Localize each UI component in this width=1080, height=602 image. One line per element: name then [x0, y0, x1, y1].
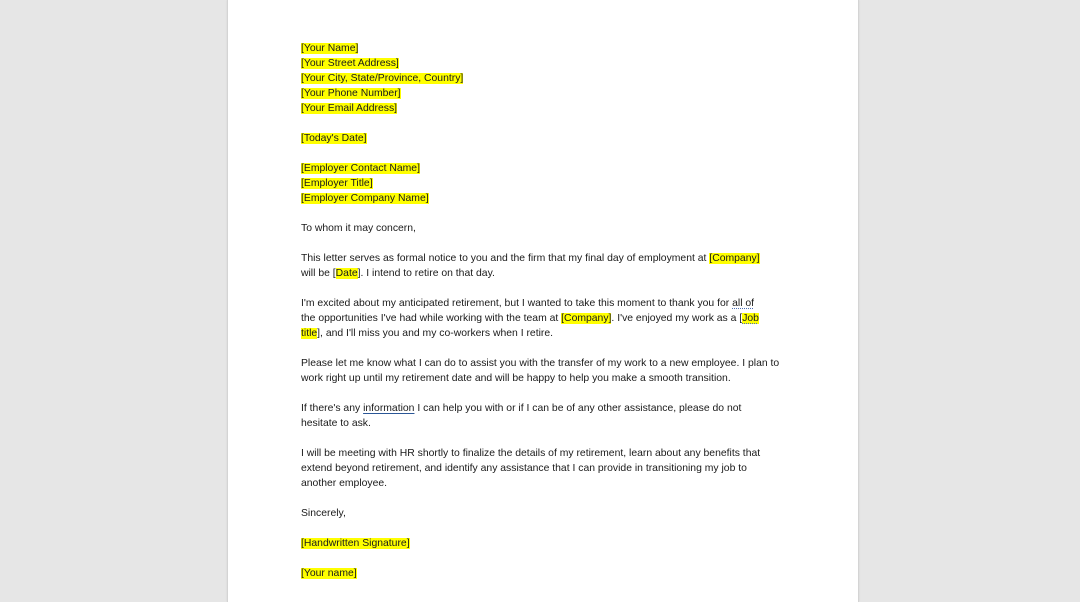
sender-email-line [301, 101, 791, 116]
placeholder-phone[interactable]: [Your Phone Number] [301, 88, 401, 99]
placeholder-job-title[interactable]: title [301, 328, 318, 339]
paragraph-2-line-2[interactable] [301, 311, 791, 326]
closing[interactable]: Sincerely, [301, 508, 346, 519]
sender-block-name [301, 41, 791, 56]
paragraph-2-line-3[interactable] [301, 326, 791, 341]
placeholder-employer-title[interactable]: [Employer Title] [301, 178, 373, 189]
placeholder-employer-company[interactable]: [Employer Company Name] [301, 193, 429, 204]
sender-city-line [301, 71, 791, 86]
placeholder-street-address[interactable]: [Your Street Address] [301, 58, 399, 69]
paragraph-1-line-2[interactable] [301, 266, 791, 281]
placeholder-your-name[interactable]: [Your Name] [301, 43, 359, 54]
paragraph-4-line-2[interactable]: hesitate to ask. [301, 418, 371, 429]
paragraph-1-line-1[interactable] [301, 251, 791, 266]
employer-contact-line [301, 161, 791, 176]
placeholder-city[interactable]: [Your City, State/Province, Country] [301, 73, 464, 84]
placeholder-signature[interactable]: [Handwritten Signature] [301, 538, 410, 549]
employer-title-line [301, 176, 791, 191]
p2-text-c: . I've enjoyed my work as a [ [611, 313, 743, 324]
p2-text-a: I'm excited about my anticipated retirement, but I wanted to take this moment to thank you for [301, 298, 733, 309]
date-line [301, 131, 791, 146]
p4-text-b: I can help you with or if I can be of any other assistance, please do not [414, 403, 742, 414]
placeholder-company-2[interactable]: [Company] [561, 313, 612, 324]
placeholder-retire-date[interactable]: Date [335, 268, 358, 279]
signature-line [301, 536, 791, 551]
signoff-name-line [301, 566, 791, 581]
p1-text-a: This letter serves as formal notice to you and the firm that my final day of employment at [301, 253, 710, 264]
p1-text-b: will be [ [301, 268, 336, 279]
paragraph-2-line-1[interactable] [301, 296, 791, 311]
sender-street-line [301, 56, 791, 71]
placeholder-signoff-name[interactable]: [Your name] [301, 568, 357, 579]
placeholder-date[interactable]: [Today's Date] [301, 133, 367, 144]
grammar-flag-all-of[interactable]: all of [732, 298, 755, 309]
placeholder-email[interactable]: [Your Email Address] [301, 103, 398, 114]
paragraph-3-line-2[interactable]: work right up until my retirement date and will be happy to help you make a smooth transition. [301, 373, 731, 384]
paragraph-3-line-1[interactable]: Please let me know what I can do to assist you with the transfer of my work to a new employee. I plan to [301, 358, 780, 369]
paragraph-5-line-1[interactable]: I will be meeting with HR shortly to finalize the details of my retirement, learn about any benefits that [301, 448, 761, 459]
spelling-flag-information[interactable]: information [363, 403, 415, 414]
placeholder-job-word[interactable]: Job [742, 313, 759, 324]
paragraph-4-line-1[interactable] [301, 401, 791, 416]
document-page [227, 0, 859, 602]
employer-company-line [301, 191, 791, 206]
paragraph-5-line-3[interactable]: another employee. [301, 478, 388, 489]
letter-body [301, 41, 791, 581]
salutation[interactable]: To whom it may concern, [301, 223, 416, 234]
sender-phone-line [301, 86, 791, 101]
p4-text-a: If there's any [301, 403, 364, 414]
placeholder-company[interactable]: [Company] [709, 253, 760, 264]
p1-text-c: ]. I intend to retire on that day. [357, 268, 495, 279]
placeholder-employer-contact[interactable]: [Employer Contact Name] [301, 163, 420, 174]
p2-text-b: the opportunities I've had while working with the team at [301, 313, 562, 324]
paragraph-5-line-2[interactable]: extend beyond retirement, and identify any assistance that I can provide in transitioning my job to [301, 463, 747, 474]
p2-text-d: ], and I'll miss you and my co-workers when I retire. [317, 328, 554, 339]
